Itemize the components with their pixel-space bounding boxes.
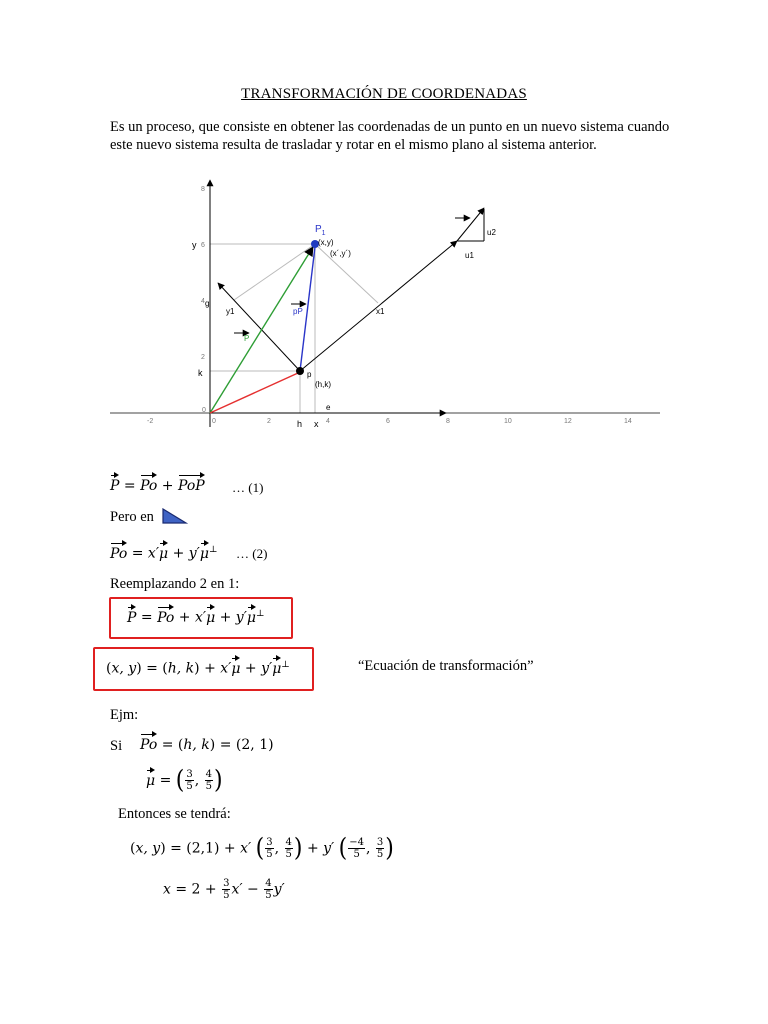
x-tick-3: 4 bbox=[326, 418, 330, 425]
y-tick-1: 4 bbox=[201, 298, 205, 305]
page-title: TRANSFORMACIÓN DE COORDENADAS bbox=[241, 86, 527, 102]
xy-label: (x,y) bbox=[318, 238, 334, 247]
intro-paragraph: Es un proceso, que consiste en obtener las coordenadas de un punto en un nuevo sistema cuando este nuevo sistema resulta de trasladar y rotar en el mismo plano al sistema anterior. bbox=[110, 119, 670, 153]
x-tick-8: 14 bbox=[624, 418, 632, 425]
x-tick-2: 2 bbox=[267, 418, 271, 425]
example-mu: μ = ( $\frac{3}{5}$ , $\frac{4}{5}$ ) bbox=[146, 766, 223, 795]
equation-1: P = Po + PoP bbox=[110, 478, 205, 494]
x1-label: x1 bbox=[376, 307, 385, 316]
example-h: 2 bbox=[241, 737, 251, 753]
coordinate-figure bbox=[110, 165, 660, 430]
entonces-text: Entonces se tendrá: bbox=[118, 806, 231, 822]
e-label: e bbox=[326, 403, 331, 412]
boxed-equation-2-text: (x, y) = (h, k) + x′μ + y′μ⊥ bbox=[106, 660, 290, 677]
x-label: x bbox=[314, 419, 319, 429]
u-vector-arrow bbox=[457, 208, 484, 241]
x1-axis-arrow bbox=[300, 241, 457, 371]
origin-zero: 0 bbox=[202, 407, 206, 414]
u2-label: u2 bbox=[487, 228, 496, 237]
y-tick-2: 6 bbox=[201, 242, 205, 249]
pP-label: pP bbox=[293, 307, 303, 316]
ecuacion-label: “Ecuación de transformación” bbox=[358, 658, 534, 674]
x-tick-0: -2 bbox=[147, 418, 154, 425]
point-p bbox=[296, 367, 304, 375]
si-text: Si bbox=[110, 738, 123, 754]
equation-2: Po = x′μ + y′μ⊥ bbox=[110, 545, 218, 562]
g-label: g bbox=[205, 299, 210, 308]
x-tick-7: 12 bbox=[564, 418, 572, 425]
y-tick-0: 2 bbox=[201, 354, 205, 361]
xy-prime-label: (x´,y´) bbox=[330, 249, 351, 258]
ejm-text: Ejm: bbox=[110, 707, 139, 723]
P1-label: $P_1$ bbox=[315, 224, 326, 237]
guide-lines bbox=[210, 244, 378, 413]
x-tick-1: 0 bbox=[212, 418, 216, 425]
example-k: 1 bbox=[259, 737, 269, 753]
h-label: h bbox=[297, 419, 303, 429]
y-tick-3: 8 bbox=[201, 186, 205, 193]
example-x-result: x = 2 + $\frac{3}{5}$ x′ − $\frac{4}{5}$ y′ bbox=[163, 878, 285, 901]
y1-label: y1 bbox=[226, 307, 235, 316]
x-tick-6: 10 bbox=[504, 418, 512, 425]
y-label: y bbox=[192, 240, 197, 250]
example-po: Po = (h, k) = (2, 1) bbox=[140, 737, 274, 753]
p-label: p bbox=[307, 370, 312, 379]
equation-1-label: … (1) bbox=[232, 480, 264, 495]
u1-label: u1 bbox=[465, 251, 474, 260]
k-label: k bbox=[198, 368, 203, 378]
pero-en-text: Pero en bbox=[110, 509, 154, 525]
green-vector bbox=[210, 247, 313, 413]
x-tick-5: 8 bbox=[446, 418, 450, 425]
reemplazando-text: Reemplazando 2 en 1: bbox=[110, 576, 240, 592]
equation-2-label: … (2) bbox=[236, 546, 268, 561]
example-expansion: (x, y) = (2,1) + x′ ( $\frac{3}{5}$ , $\frac{4}{5}$ ) + y′ ( $\frac{-4}{5}$ , $\frac{3}{5}$ ) bbox=[130, 834, 394, 863]
triangle-icon bbox=[162, 508, 188, 525]
x-tick-4: 6 bbox=[386, 418, 390, 425]
y1-axis-arrow bbox=[218, 283, 300, 371]
P-vec-label: P bbox=[244, 334, 250, 343]
hk-label: (h,k) bbox=[315, 380, 331, 389]
boxed-equation-1-text: P = Po + x′μ + y′μ⊥ bbox=[127, 609, 265, 626]
